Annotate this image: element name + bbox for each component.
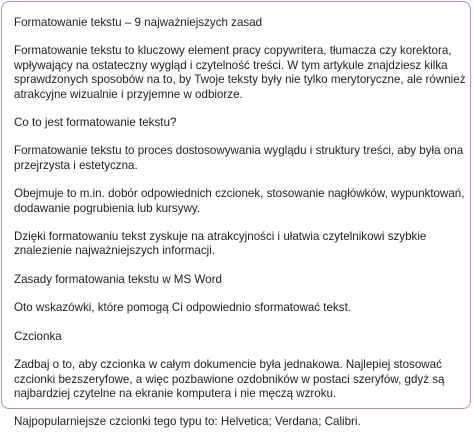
font-advice-paragraph: Zadbaj o to, aby czcionka w całym dokumencie była jednakowa. Najlepiej stosować czcionki bezszeryfowe, a więc pozbawione ozdobników w postaci szeryfów, gdyż są najbardziej czytelne na ekranie komputera i nie męczą wzroku. [14, 358, 445, 400]
scope-paragraph: Obejmuje to m.in. dobór odpowiednich czcionek, stosowanie nagłówków, wypunktowań, dodawanie pogrubienia lub kursywy. [14, 187, 465, 215]
section-heading-font: Czcionka [14, 329, 62, 343]
definition-paragraph: Formatowanie tekstu to proces dostosowywania wyglądu i struktury treści, aby była ona przejrzysta i estetyczna. [14, 144, 464, 172]
section-heading-ms-word: Zasady formatowania tekstu w MS Word [14, 272, 222, 286]
popular-fonts-paragraph: Najpopularniejsze czcionki tego typu to: Helvetica; Verdana; Calibri. [14, 415, 361, 429]
tips-intro-paragraph: Oto wskazówki, które pomogą Ci odpowiednio sformatować tekst. [14, 301, 352, 315]
section-heading-what-is: Co to jest formatowanie tekstu? [14, 116, 177, 130]
intro-paragraph: Formatowanie tekstu to kluczowy element pracy copywritera, tłumacza czy korektora, wpływający na ostateczny wygląd i czytelność treści. W tym artykule znajdziesz kilka sprawdzonych sposobów na to, by Twoje teksty były nie tylko merytoryczne, ale również atrakcyjne wizualnie i przyjemne w odbiorze. [14, 44, 466, 101]
document-body [14, 16, 466, 444]
document-frame [1, 1, 471, 429]
benefit-paragraph: Dzięki formatowaniu tekst zyskuje na atrakcyjności i ułatwia czytelnikowi szybkie znalezienie najważniejszych informacji. [14, 230, 427, 258]
document-title: Formatowanie tekstu – 9 najważniejszych zasad [14, 16, 263, 29]
